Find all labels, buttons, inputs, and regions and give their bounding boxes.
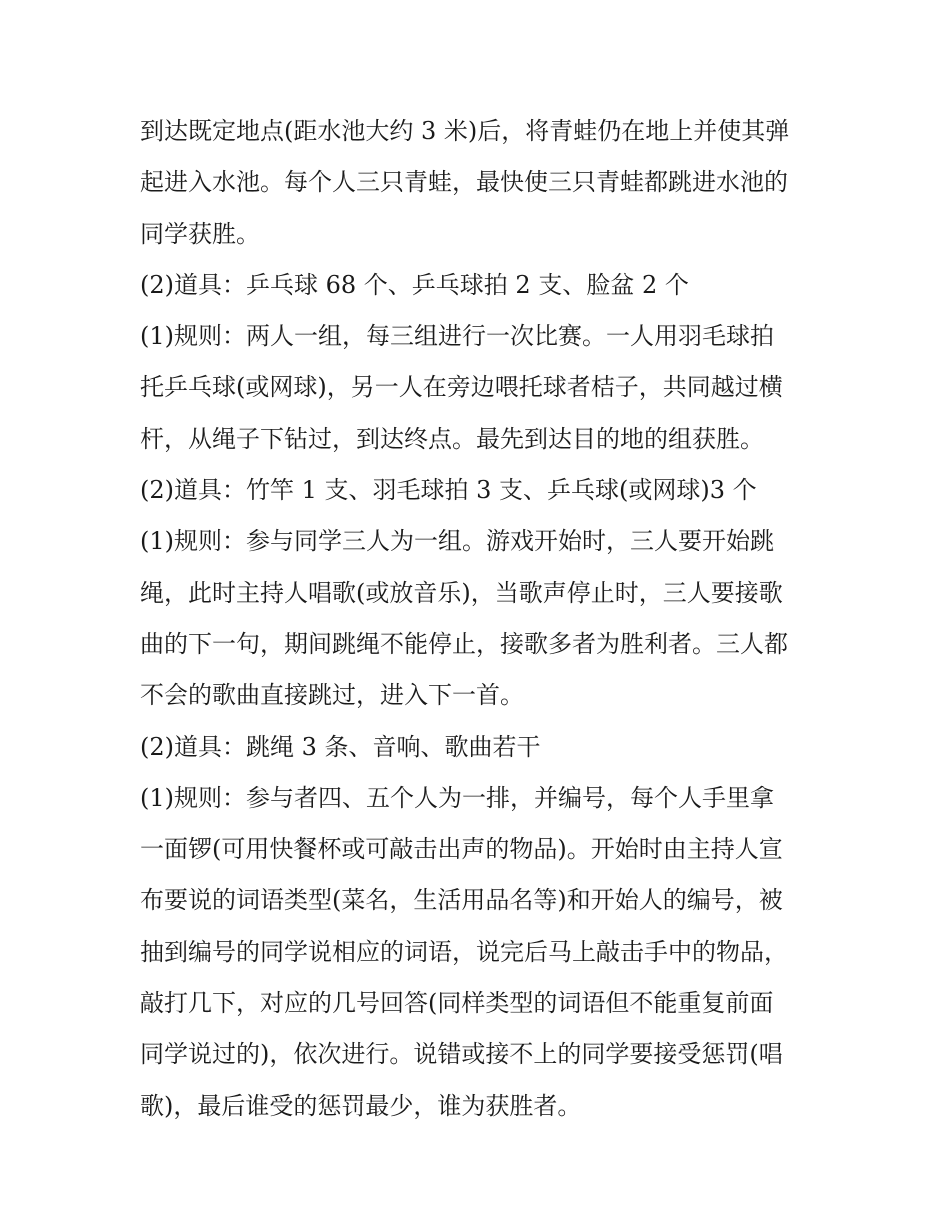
text-line: (2)道具：乒乓球 68 个、乒乓球拍 2 支、脸盆 2 个: [140, 270, 689, 299]
text-line: 同学说过的)，依次进行。说错或接不上的同学要接受惩罚(唱: [140, 1040, 783, 1069]
text-line: 布要说的词语类型(菜名，生活用品名等)和开始人的编号，被: [140, 886, 783, 915]
text-line: 歌)，最后谁受的惩罚最少，谁为获胜者。: [140, 1091, 582, 1120]
text-line: 曲的下一句，期间跳绳不能停止，接歌多者为胜利者。三人都: [140, 629, 788, 658]
text-line: 抽到编号的同学说相应的词语，说完后马上敲击手中的物品，: [140, 937, 788, 966]
text-line: 不会的歌曲直接跳过，进入下一首。: [140, 681, 524, 710]
text-line: (1)规则：参与者四、五个人为一排，并编号，每个人手里拿: [140, 783, 774, 812]
text-line: 绳，此时主持人唱歌(或放音乐)，当歌声停止时，三人要接歌: [140, 578, 783, 607]
text-line: (1)规则：参与同学三人为一组。游戏开始时，三人要开始跳: [140, 527, 774, 556]
document-body: [140, 106, 820, 1132]
text-line: 起进入水池。每个人三只青蛙，最快使三只青蛙都跳进水池的: [140, 168, 788, 197]
text-line: (2)道具：竹竿 1 支、羽毛球拍 3 支、乒乓球(或网球)3 个: [140, 476, 757, 505]
text-line: 一面锣(可用快餐杯或可敲击出声的物品)。开始时由主持人宣: [140, 835, 783, 864]
text-line: 托乒乓球(或网球)，另一人在旁边喂托球者桔子，共同越过横: [140, 373, 783, 402]
text-line: (2)道具：跳绳 3 条、音响、歌曲若干: [140, 732, 541, 761]
text-line: 敲打几下，对应的几号回答(同样类型的词语但不能重复前面: [140, 989, 774, 1018]
text-line: 杆，从绳子下钻过，到达终点。最先到达目的地的组获胜。: [140, 424, 764, 453]
text-line: (1)规则：两人一组，每三组进行一次比赛。一人用羽毛球拍: [140, 322, 774, 351]
text-line: 到达既定地点(距水池大约 3 米)后，将青蛙仍在地上并使其弹: [140, 117, 790, 145]
text-line: 同学获胜。: [140, 219, 260, 248]
